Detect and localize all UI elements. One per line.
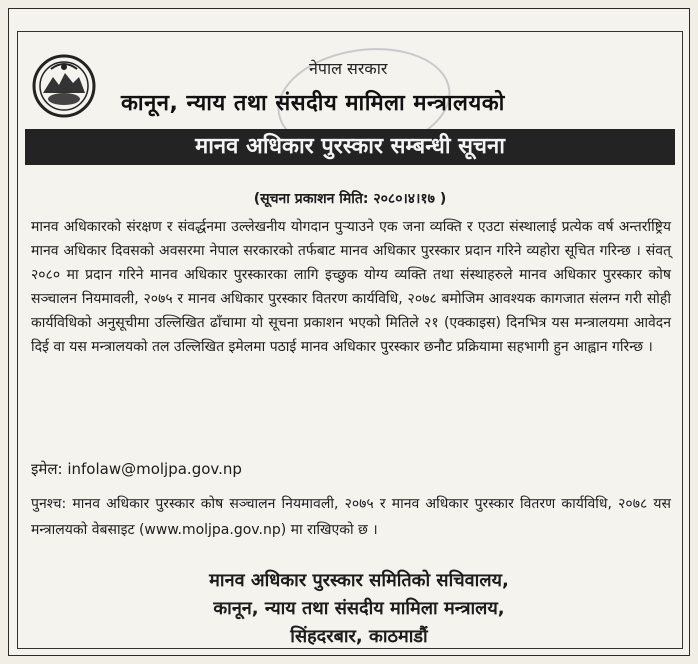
government-name: नेपाल सरकार bbox=[309, 59, 388, 78]
notice-postscript: पुनश्च: मानव अधिकार पुरस्कार कोष सञ्चालन नियमावली, २०७५ र मानव अधिकार पुरस्कार वितरण कार्यविधि, २०७८ यस मन्त्रालयको वेबसाइट (www.moljpa.gov.np) मा राखिएको छ । bbox=[31, 496, 671, 538]
notice-title: मानव अधिकार पुरस्कार सम्बन्धी सूचना bbox=[25, 129, 675, 165]
notice-body: मानव अधिकारको संरक्षण र संवर्द्धनमा उल्लेखनीय योगदान पुर्‍याउने एक जना व्यक्ति र एउटा संस्थालाई प्रत्येक वर्ष अन्तर्राष्ट्रिय मानव अधिकार दिवसको अवसरमा नेपाल सरकारको तर्फबाट मानव अधिकार पुरस्कार प्रदान गरिने व्यहोरा सूचित गरिन्छ । संवत् २०८० मा प्रदान गरिने मानव अधिकार पुरस्कारका लागि इच्छुक योग्य व्यक्ति तथा संस्थाहरुले मानव अधिकार पुरस्कार कोष सञ्चालन नियमावली, २०७५ र मानव अधिकार पुरस्कार वितरण कार्यविधि, २०७८ बमोजिम आवश्यक कागजात संलग्न गरी सोही कार्यविधिको अनुसूचीमा उल्लिखित ढाँचामा यो सूचना प्रकाशन भएको मितिले २१ (एक्काइस) दिनभित्र यस मन्त्रालयमा आवेदन दिई वा यस मन्त्रालयको तल उल्लिखित इमेलमा पठाई मानव अधिकार पुरस्कार छनौट प्रक्रियामा सहभागी हुन आह्वान गरिन्छ । bbox=[31, 219, 671, 355]
contact-email: इमेल: infolaw@moljpa.gov.np bbox=[31, 460, 242, 478]
notice-page bbox=[8, 8, 690, 656]
ministry-name: कानून, न्याय तथा संसदीय मामिला मन्त्रालयको bbox=[121, 91, 505, 116]
publication-date: (सूचना प्रकाशन मिति: २०८०।४।१७ ) bbox=[253, 191, 447, 207]
nepal-emblem-icon bbox=[31, 53, 97, 119]
issuer-line-3: सिंहदरबार, काठमाडौं bbox=[290, 626, 428, 647]
issuer-line-1: मानव अधिकार पुरस्कार समितिको सचिवालय, bbox=[209, 570, 509, 591]
issuer-block bbox=[129, 567, 589, 651]
issuer-line-2: कानून, न्याय तथा संसदीय मामिला मन्त्रालय, bbox=[213, 598, 505, 619]
